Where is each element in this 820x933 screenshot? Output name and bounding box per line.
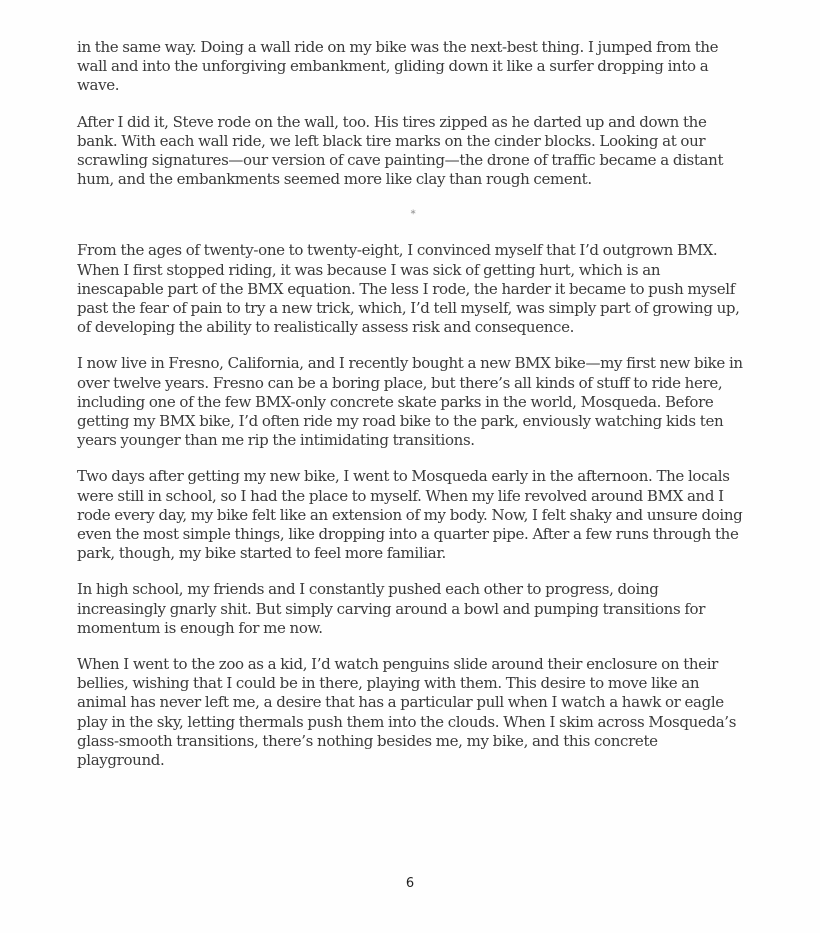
paragraph-wall-ride: in the same way. Doing a wall ride on my bike was the next-best thing. I jumped from the wall and into the unforgiving embankment, gliding down it like a surfer dropping into a wave. <box>77 38 719 95</box>
body-text <box>77 38 749 787</box>
page-number: 6 <box>405 876 415 891</box>
paragraph-mosqueda-visit: Two days after getting my new bike, I went to Mosqueda early in the afternoon. The locals were still in school, so I had the place to myself. When my life revolved around BMX and I rode every day, my bike felt like an extension of my body. Now, I felt shaky and unsure doing even the most simple things, like dropping into a quarter pipe. After a few runs through the park, though, my bike started to feel more familiar. <box>77 467 743 563</box>
paragraph-zoo: When I went to the zoo as a kid, I’d watch penguins slide around their enclosure on their bellies, wishing that I could be in there, playing with them. This desire to move like an animal has never left me, a desire that has a particular pull when I watch a hawk or eagle play in the sky, letting thermals push them into the clouds. When I skim across Mosqueda’s glass-smooth transitions, there’s nothing besides me, my bike, and this concrete playground. <box>77 655 737 770</box>
paragraph-high-school: In high school, my friends and I constantly pushed each other to progress, doing increasingly gnarly shit. But simply carving around a bowl and pumping transitions for momentum is enough for me now. <box>77 580 706 637</box>
paragraph-outgrown-bmx: From the ages of twenty-one to twenty-eight, I convinced myself that I’d outgrown BMX. When I first stopped riding, it was because I was sick of getting hurt, which is an inescapable part of the BMX equation. The less I rode, the harder it became to push myself past the fear of pain to try a new trick, which, I’d tell myself, was simply part of growing up, of developing the ability to realistically assess risk and consequence. <box>77 241 740 337</box>
section-break: * <box>410 209 416 221</box>
paragraph-steve-wall: After I did it, Steve rode on the wall, too. His tires zipped as he darted up and down the bank. With each wall ride, we left black tire marks on the cinder blocks. Looking at our scrawling signatures—our version of cave painting—the drone of traffic became a distant hum, and the embankments seemed more like clay than rough cement. <box>77 112 724 189</box>
paragraph-fresno: I now live in Fresno, California, and I recently bought a new BMX bike—my first new bike in over twelve years. Fresno can be a boring place, but there’s all kinds of stuff to ride here, including one of the few BMX-only concrete skate parks in the world, Mosqueda. Before getting my BMX bike, I’d often ride my road bike to the park, enviously watching kids ten years younger than me rip the intimidating transitions. <box>77 354 743 450</box>
